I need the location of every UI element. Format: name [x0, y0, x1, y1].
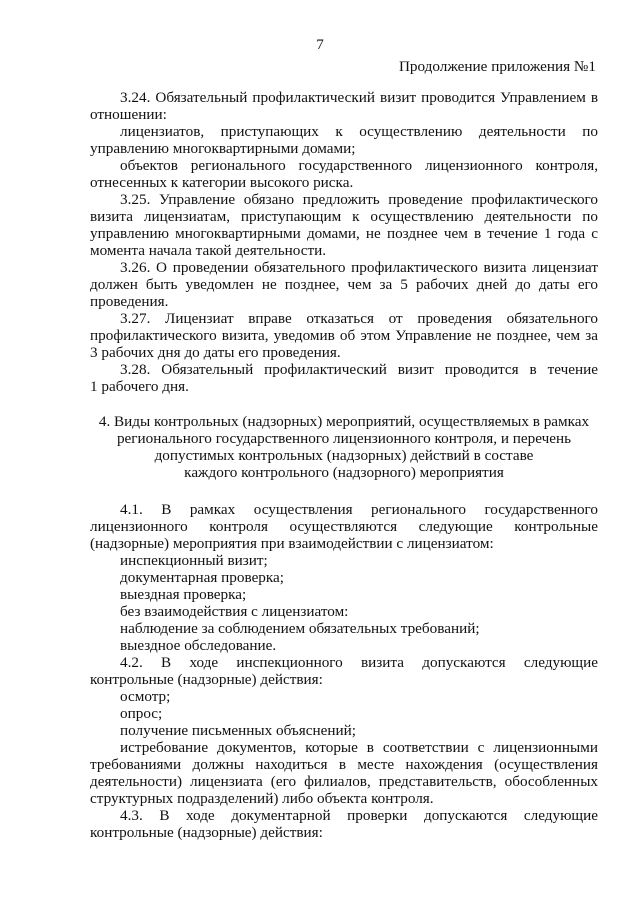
text-line: 3 рабочих дня до даты его проведения.: [90, 344, 341, 361]
text-line: проведения.: [90, 293, 169, 310]
text-line: 4.3. В ходе документарной проверки допускаются следующие: [120, 807, 598, 824]
text-line: 3.26. О проведении обязательного профилактического визита лицензиат: [120, 259, 598, 276]
text-line: управлению многоквартирными домами, не позднее чем в течение 1 года с: [90, 225, 598, 242]
text-line: 4.2. В ходе инспекционного визита допускаются следующие: [120, 654, 598, 671]
list-item: выездная проверка;: [120, 586, 247, 603]
text-line: отношении:: [90, 106, 167, 123]
text-line: лицензиатов, приступающих к осуществлению деятельности по: [120, 123, 598, 140]
appendix-caption: Продолжение приложения №1: [398, 58, 596, 75]
text-line: 1 рабочего дня.: [90, 378, 189, 395]
text-line: 3.25. Управление обязано предложить проведение профилактического: [120, 191, 598, 208]
list-item: инспекционный визит;: [120, 552, 268, 569]
document-body: [90, 89, 598, 841]
list-item: опрос;: [120, 705, 163, 722]
paragraph-4-1: [90, 501, 598, 654]
text-line: деятельности) лицензиата (его филиалов, представительств, обособленных: [90, 773, 598, 790]
list-item: выездное обследование.: [120, 637, 277, 654]
text-line: (надзорные) мероприятия при взаимодействии с лицензиатом:: [90, 535, 494, 552]
text-line: структурных подразделений) либо объекта контроля.: [90, 790, 434, 807]
text-line: 3.28. Обязательный профилактический визит проводится в течение: [120, 361, 598, 378]
text-line: отнесенных к категории высокого риска.: [90, 174, 354, 191]
text-line: лицензионного контроля осуществляются следующие контрольные: [90, 518, 598, 535]
list-item: истребование документов, которые в соответствии с лицензионными: [120, 739, 598, 756]
paragraph-3-27: [90, 310, 598, 361]
list-item: документарная проверка;: [120, 569, 285, 586]
text-line: визита лицензиатам, приступающим к осуществлению деятельности по: [90, 208, 598, 225]
text-line: момента начала такой деятельности.: [90, 242, 327, 259]
paragraph-3-25: [90, 191, 598, 259]
heading-line: регионального государственного лицензионного контроля, и перечень: [116, 430, 572, 447]
list-item: получение письменных объяснений;: [120, 722, 356, 739]
text-line: контрольные (надзорные) действия:: [90, 824, 323, 841]
paragraph-3-28: [90, 361, 598, 395]
text-line: объектов регионального государственного лицензионного контроля,: [120, 157, 598, 174]
page-number: 7: [316, 36, 324, 53]
text-line: профилактического визита, уведомив об этом Управление не позднее, чем за: [90, 327, 598, 344]
text-line: управлению многоквартирными домами;: [90, 140, 356, 157]
list-item: без взаимодействия с лицензиатом:: [120, 603, 349, 620]
paragraph-4-2: [90, 654, 598, 807]
text-line: 3.24. Обязательный профилактический визит проводится Управлением в: [120, 89, 598, 106]
paragraph-3-24: [90, 89, 598, 191]
text-line: 3.27. Лицензиат вправе отказаться от проведения обязательного: [120, 310, 598, 327]
text-line: требованиями должны находиться в месте нахождения (осуществления: [90, 756, 598, 773]
heading-line: каждого контрольного (надзорного) мероприятия: [184, 464, 504, 481]
heading-line: 4. Виды контрольных (надзорных) мероприятий, осуществляемых в рамках: [98, 413, 590, 430]
paragraph-3-26: [90, 259, 598, 310]
paragraph-4-3: [90, 807, 598, 841]
list-item: наблюдение за соблюдением обязательных требований;: [120, 620, 480, 637]
text-line: 4.1. В рамках осуществления регионального государственного: [120, 501, 598, 518]
heading-line: допустимых контрольных (надзорных) действий в составе: [154, 447, 534, 464]
text-line: должен быть уведомлен не позднее, чем за 5 рабочих дней до даты его: [90, 276, 598, 293]
section-4-heading: [90, 413, 598, 481]
list-item: осмотр;: [120, 688, 171, 705]
text-line: контрольные (надзорные) действия:: [90, 671, 323, 688]
